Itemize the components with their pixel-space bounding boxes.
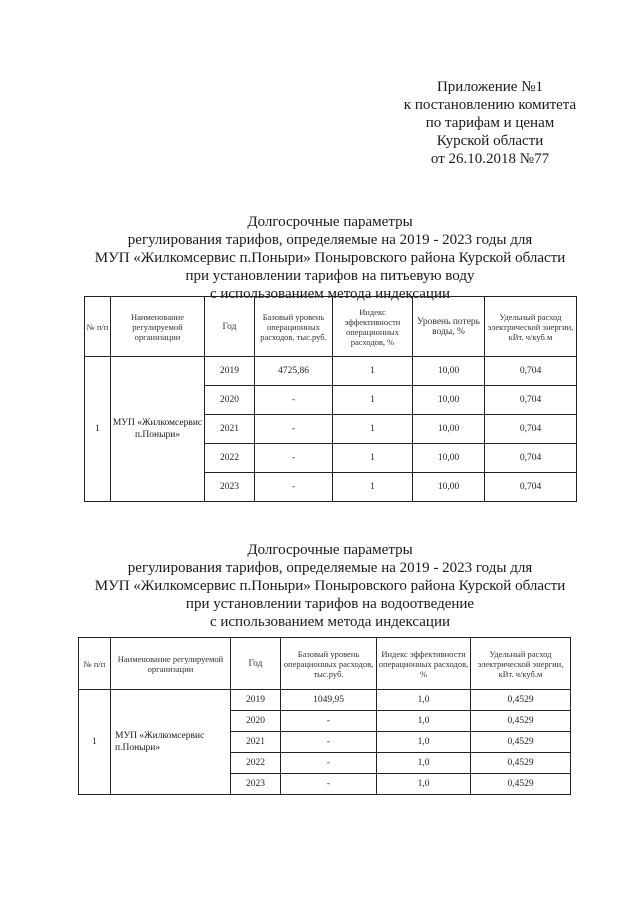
cell-year: 2021 — [205, 415, 255, 444]
appendix-line: по тарифам и ценам — [425, 115, 555, 131]
cell-index: 1 — [333, 415, 413, 444]
cell-energy: 0,704 — [485, 386, 577, 415]
cell-year: 2020 — [231, 711, 281, 732]
header-year: Год — [205, 297, 255, 357]
cell-base: - — [281, 732, 377, 753]
header-energy: Удельный расход электрической энергии, кВт. ч/куб.м — [471, 638, 571, 690]
cell-loss: 10,00 — [413, 415, 485, 444]
header-num: № п/п — [85, 297, 111, 357]
cell-year: 2020 — [205, 386, 255, 415]
cell-year: 2023 — [205, 473, 255, 502]
cell-year: 2021 — [231, 732, 281, 753]
cell-index: 1,0 — [377, 753, 471, 774]
row-number: 1 — [79, 690, 111, 795]
cell-base: - — [281, 753, 377, 774]
table-row — [79, 690, 571, 711]
section1-title — [60, 213, 600, 303]
cell-index: 1,0 — [377, 774, 471, 795]
cell-energy: 0,704 — [485, 444, 577, 473]
cell-base: 1049,95 — [281, 690, 377, 711]
appendix-line: Приложение №1 — [436, 79, 544, 95]
cell-energy: 0,4529 — [471, 774, 571, 795]
appendix-block — [380, 78, 600, 168]
header-index: Индекс эффективности операционных расходов, % — [333, 297, 413, 357]
cell-energy: 0,4529 — [471, 732, 571, 753]
cell-energy: 0,704 — [485, 357, 577, 386]
title-line: МУП «Жилкомсервис п.Поныри» Поныровского района Курской области — [94, 250, 566, 266]
cell-loss: 10,00 — [413, 357, 485, 386]
water-tariff-table — [84, 296, 577, 502]
title-line: Долгосрочные параметры — [247, 214, 413, 230]
header-org: Наименование регулируемой организации — [111, 297, 205, 357]
header-index: Индекс эффективности операционных расходов, % — [377, 638, 471, 690]
table-row — [85, 357, 577, 386]
cell-index: 1 — [333, 386, 413, 415]
title-line: МУП «Жилкомсервис п.Поныри» Поныровского района Курской области — [94, 578, 566, 594]
cell-index: 1,0 — [377, 690, 471, 711]
header-year: Год — [231, 638, 281, 690]
cell-index: 1 — [333, 473, 413, 502]
table-header-row — [79, 638, 571, 690]
appendix-line: Курской области — [436, 133, 544, 149]
cell-index: 1 — [333, 357, 413, 386]
cell-base: - — [255, 415, 333, 444]
org-name: МУП «Жилкомсервис п.Поныри» — [111, 357, 205, 502]
title-line: при установлении тарифов на водоотведение — [185, 596, 475, 612]
title-line: регулирования тарифов, определяемые на 2019 - 2023 годы для — [127, 232, 533, 248]
title-line: Долгосрочные параметры — [247, 542, 413, 558]
cell-energy: 0,704 — [485, 415, 577, 444]
cell-year: 2022 — [231, 753, 281, 774]
cell-energy: 0,4529 — [471, 753, 571, 774]
header-loss: Уровень потерь воды, % — [413, 297, 485, 357]
cell-loss: 10,00 — [413, 444, 485, 473]
cell-base: - — [255, 386, 333, 415]
sewerage-tariff-table — [78, 637, 571, 795]
appendix-line: от 26.10.2018 №77 — [430, 151, 550, 167]
cell-year: 2023 — [231, 774, 281, 795]
cell-loss: 10,00 — [413, 386, 485, 415]
cell-year: 2022 — [205, 444, 255, 473]
cell-index: 1 — [333, 444, 413, 473]
cell-energy: 0,4529 — [471, 711, 571, 732]
appendix-line: к постановлению комитета — [403, 97, 577, 113]
header-org: Наименование регулируемой организации — [111, 638, 231, 690]
header-base: Базовый уровень операционных расходов, тыс.руб. — [255, 297, 333, 357]
section2-title — [60, 541, 600, 631]
cell-energy: 0,4529 — [471, 690, 571, 711]
cell-base: - — [281, 711, 377, 732]
cell-base: - — [281, 774, 377, 795]
table-header-row — [85, 297, 577, 357]
header-base: Базовый уровень операционных расходов, тыс.руб. — [281, 638, 377, 690]
header-num: № п/п — [79, 638, 111, 690]
title-line: с использованием метода индексации — [209, 614, 451, 630]
row-number: 1 — [85, 357, 111, 502]
cell-year: 2019 — [231, 690, 281, 711]
cell-loss: 10,00 — [413, 473, 485, 502]
header-energy: Удельный расход электрической энергии, кВт. ч/куб.м — [485, 297, 577, 357]
title-line: регулирования тарифов, определяемые на 2019 - 2023 годы для — [127, 560, 533, 576]
cell-energy: 0,704 — [485, 473, 577, 502]
cell-base: 4725,86 — [255, 357, 333, 386]
title-line: при установлении тарифов на питьевую воду — [185, 268, 475, 284]
title-line: с использованием метода индексации — [209, 286, 451, 302]
org-name: МУП «Жилкомсервис п.Поныри» — [111, 690, 231, 795]
cell-base: - — [255, 444, 333, 473]
cell-index: 1,0 — [377, 711, 471, 732]
cell-index: 1,0 — [377, 732, 471, 753]
cell-base: - — [255, 473, 333, 502]
cell-year: 2019 — [205, 357, 255, 386]
